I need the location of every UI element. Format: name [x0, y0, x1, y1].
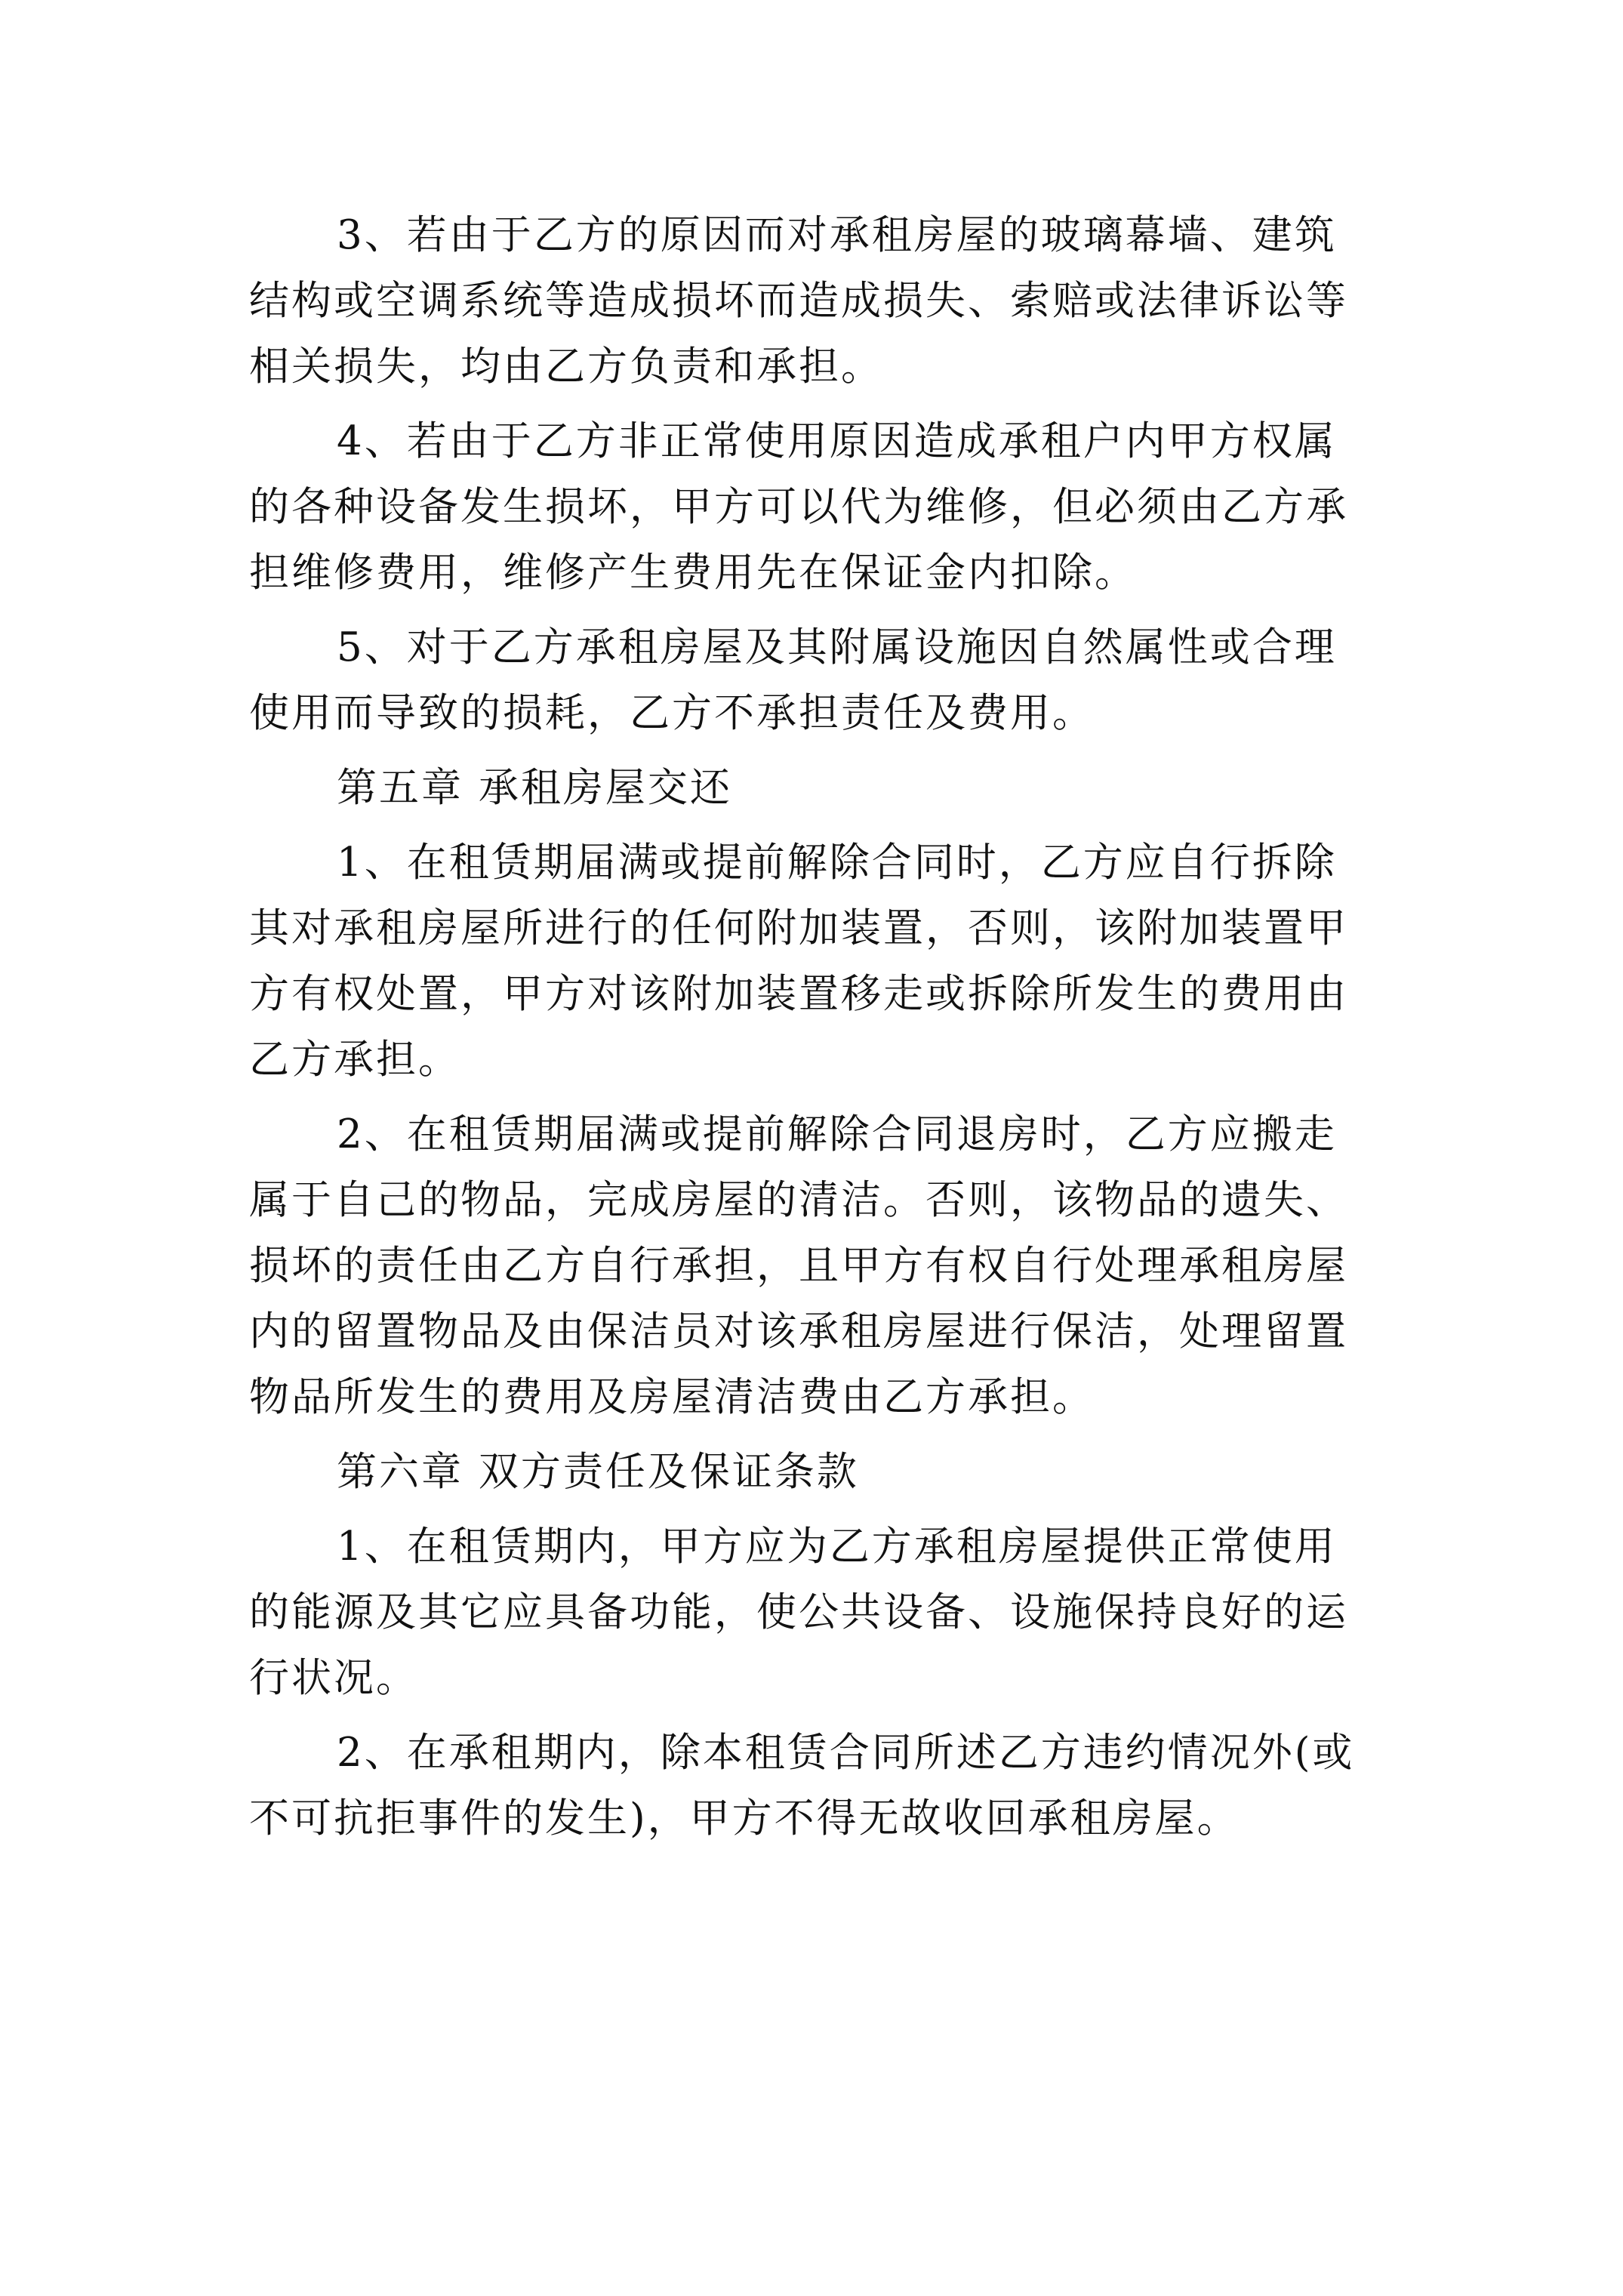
chapter-6-heading	[249, 1439, 1397, 1505]
text-line: 的能源及其它应具备功能，使公共设备、设施保持良好的运	[249, 1589, 1348, 1635]
text-line: 担维修费用，维修产生费用先在保证金内扣除。	[249, 550, 1137, 596]
clause-6-1	[249, 1514, 1397, 1711]
clause-6-2	[249, 1720, 1397, 1851]
text-line: 4、若由于乙方非正常使用原因造成承租户内甲方权属	[337, 418, 1337, 464]
text-line: 属于自己的物品，完成房屋的清洁。否则，该物品的遗失、	[249, 1177, 1348, 1223]
text-line: 结构或空调系统等造成损坏而造成损失、索赔或法律诉讼等	[249, 278, 1348, 324]
text-line: 1、在租赁期内，甲方应为乙方承租房屋提供正常使用	[337, 1524, 1337, 1570]
chapter-5-heading	[249, 755, 1397, 821]
text-line: 行状况。	[249, 1655, 418, 1701]
text-line: 2、在承租期内，除本租赁合同所述乙方违约情况外(或	[337, 1730, 1355, 1776]
text-line: 其对承租房屋所进行的任何附加装置，否则，该附加装置甲	[249, 905, 1348, 951]
clause-4-5	[249, 615, 1397, 746]
text-line: 使用而导致的损耗，乙方不承担责任及费用。	[249, 690, 1095, 736]
text-line: 相关损失，均由乙方负责和承担。	[249, 344, 883, 390]
text-line: 3、若由于乙方的原因而对承租房屋的玻璃幕墙、建筑	[337, 212, 1337, 258]
text-line: 1、在租赁期届满或提前解除合同时，乙方应自行拆除	[337, 840, 1337, 886]
text-line: 不可抗拒事件的发生)，甲方不得无故收回承租房屋。	[249, 1795, 1240, 1841]
text-line: 损坏的责任由乙方自行承担，且甲方有权自行处理承租房屋	[249, 1243, 1348, 1289]
text-line: 2、在租赁期届满或提前解除合同退房时，乙方应搬走	[337, 1111, 1337, 1157]
clause-5-1	[249, 830, 1397, 1093]
text-line: 内的留置物品及由保洁员对该承租房屋进行保洁，处理留置	[249, 1308, 1348, 1354]
clause-5-2	[249, 1102, 1397, 1430]
text-line: 5、对于乙方承租房屋及其附属设施因自然属性或合理	[337, 624, 1337, 670]
text-line: 乙方承担。	[249, 1037, 460, 1083]
chapter-title: 第六章 双方责任及保证条款	[337, 1449, 859, 1495]
text-line: 物品所发生的费用及房屋清洁费由乙方承担。	[249, 1374, 1095, 1420]
text-line: 方有权处置，甲方对该附加装置移走或拆除所发生的费用由	[249, 971, 1348, 1017]
text-line: 的各种设备发生损坏，甲方可以代为维修，但必须由乙方承	[249, 484, 1348, 530]
clause-4-3	[249, 202, 1397, 399]
chapter-title: 第五章 承租房屋交还	[337, 765, 732, 811]
document-body	[249, 202, 1397, 1860]
clause-4-4	[249, 408, 1397, 606]
